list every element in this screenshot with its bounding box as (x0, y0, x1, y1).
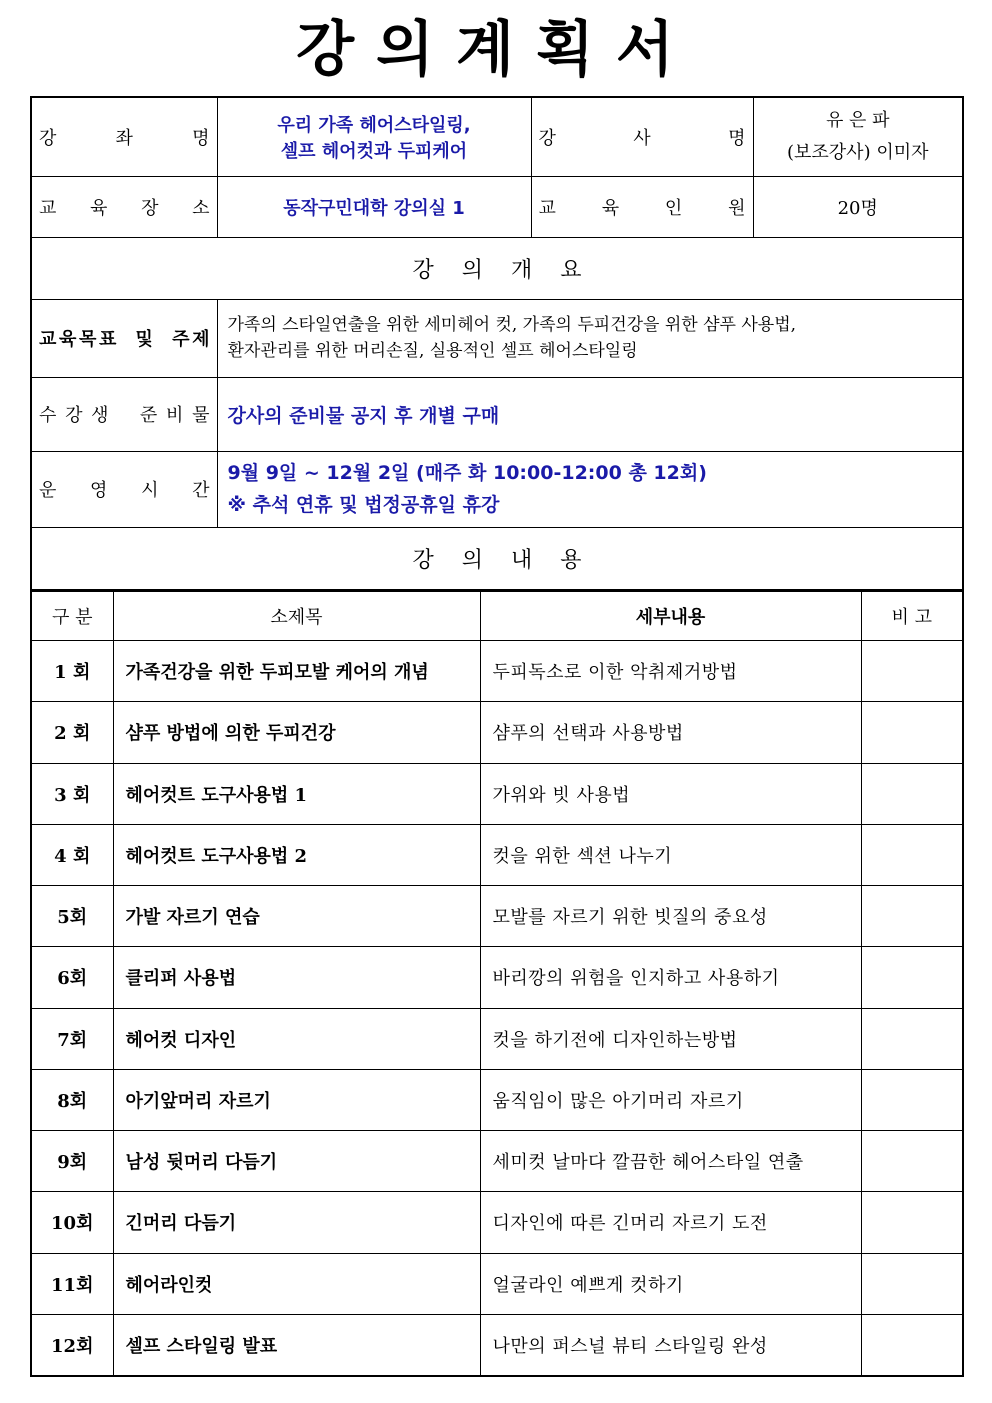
lesson-detail: 나만의 퍼스널 뷰티 스타일링 완성 (480, 1314, 861, 1375)
lesson-rows (31, 641, 963, 1376)
lesson-detail: 움직임이 많은 아기머리 자르기 (480, 1069, 861, 1130)
lesson-topic: 셀프 스타일링 발표 (113, 1314, 480, 1375)
lesson-topic: 남성 뒷머리 다듬기 (113, 1131, 480, 1192)
table-row (31, 641, 963, 702)
course-label-cell (31, 97, 217, 176)
lesson-note (861, 702, 963, 763)
supplies-label-cell (31, 377, 217, 451)
lesson-round: 5회 (31, 886, 113, 947)
lesson-topic: 헤어컷트 도구사용법 2 (113, 824, 480, 885)
table-row (31, 1314, 963, 1375)
instructor-name: 유 은 파 (825, 109, 890, 131)
table-row (31, 824, 963, 885)
lesson-table (30, 591, 964, 1377)
table-row (31, 947, 963, 1008)
overview-heading-row (31, 237, 963, 299)
table-row (31, 1131, 963, 1192)
course-name-line2: 셀프 헤어컷과 두피케어 (280, 140, 468, 162)
lesson-detail: 세미컷 날마다 깔끔한 헤어스타일 연출 (480, 1131, 861, 1192)
header-round: 구 분 (31, 592, 113, 641)
capacity-label-cell (531, 176, 753, 237)
lesson-note (861, 1253, 963, 1314)
lesson-topic: 가발 자르기 연습 (113, 886, 480, 947)
goal-value (217, 299, 963, 377)
lesson-round: 10회 (31, 1192, 113, 1253)
lesson-detail: 샴푸의 선택과 사용방법 (480, 702, 861, 763)
page-title: 강의계획서 (296, 15, 696, 85)
header-topic: 소제목 (113, 592, 480, 641)
schedule-label: 운 영 시 간 (39, 480, 210, 501)
lesson-topic: 긴머리 다듬기 (113, 1192, 480, 1253)
table-row (31, 886, 963, 947)
schedule-note: ※ 추석 연휴 및 법정공휴일 휴강 (227, 494, 500, 516)
lesson-note (861, 641, 963, 702)
goal-line1: 가족의 스타일연출을 위한 세미헤어 컷, 가족의 두피건강을 위한 샴푸 사용법, (227, 315, 797, 335)
lesson-note (861, 1192, 963, 1253)
lesson-detail: 모발를 자르기 위한 빗질의 중요성 (480, 886, 861, 947)
lesson-topic: 클리퍼 사용법 (113, 947, 480, 1008)
goal-row (31, 299, 963, 377)
lesson-round: 1 회 (31, 641, 113, 702)
table-row (31, 763, 963, 824)
course-name-line1: 우리 가족 헤어스타일링, (277, 114, 471, 136)
supplies-label: 수 강 생 준 비 물 (39, 405, 210, 426)
supplies-row (31, 377, 963, 451)
goal-line2: 환자관리를 위한 머리손질, 실용적인 셀프 헤어스타일링 (227, 341, 638, 361)
lesson-note (861, 763, 963, 824)
content-heading: 강의내용 (31, 527, 963, 590)
lesson-round: 4 회 (31, 824, 113, 885)
lesson-topic: 가족건강을 위한 두피모발 케어의 개념 (113, 641, 480, 702)
location-label: 교 육 장 소 (39, 197, 210, 219)
lesson-note (861, 1069, 963, 1130)
lesson-detail: 얼굴라인 예쁘게 컷하기 (480, 1253, 861, 1314)
capacity-label: 교 육 인 원 (538, 197, 746, 219)
info-row-location (31, 176, 963, 237)
lesson-header-row (31, 592, 963, 641)
schedule-row (31, 451, 963, 527)
lesson-topic: 헤어컷트 도구사용법 1 (113, 763, 480, 824)
lesson-detail: 바리깡의 위험을 인지하고 사용하기 (480, 947, 861, 1008)
supplies-value: 강사의 준비물 공지 후 개별 구매 (217, 377, 963, 451)
content-heading-row (31, 527, 963, 590)
course-name-cell (217, 97, 531, 176)
table-row (31, 1008, 963, 1069)
course-label: 강 좌 명 (39, 127, 210, 149)
lesson-note (861, 1314, 963, 1375)
location-value: 동작구민대학 강의실 1 (217, 176, 531, 237)
lesson-topic: 헤어컷 디자인 (113, 1008, 480, 1069)
goal-label-cell (31, 299, 217, 377)
goal-label: 교 육 목 표 및 주 제 (39, 329, 210, 350)
lesson-topic: 헤어라인컷 (113, 1253, 480, 1314)
header-note: 비 고 (861, 592, 963, 641)
header-detail: 세부내용 (480, 592, 861, 641)
capacity-value: 20명 (753, 176, 963, 237)
lesson-detail: 컷을 위한 섹션 나누기 (480, 824, 861, 885)
lesson-round: 9회 (31, 1131, 113, 1192)
lesson-detail: 컷을 하기전에 디자인하는방법 (480, 1008, 861, 1069)
lesson-round: 3 회 (31, 763, 113, 824)
schedule-line1: 9월 9일 ~ 12월 2일 (매주 화 10:00-12:00 총 12회) (227, 462, 707, 484)
course-info-table (30, 96, 964, 591)
lesson-note (861, 947, 963, 1008)
instructor-label-cell (531, 97, 753, 176)
lesson-topic: 샴푸 방법에 의한 두피건강 (113, 702, 480, 763)
lesson-note (861, 1008, 963, 1069)
lesson-topic: 아기앞머리 자르기 (113, 1069, 480, 1130)
lesson-round: 8회 (31, 1069, 113, 1130)
table-row (31, 1069, 963, 1130)
table-row (31, 1192, 963, 1253)
lesson-detail: 두피독소로 이한 악취제거방법 (480, 641, 861, 702)
lesson-detail: 디자인에 따른 긴머리 자르기 도전 (480, 1192, 861, 1253)
lesson-round: 6회 (31, 947, 113, 1008)
lesson-round: 7회 (31, 1008, 113, 1069)
overview-heading: 강의개요 (31, 237, 963, 299)
schedule-value (217, 451, 963, 527)
assistant-instructor: (보조강사) 이미자 (787, 141, 929, 163)
info-row-course (31, 97, 963, 176)
location-label-cell (31, 176, 217, 237)
lesson-note (861, 1131, 963, 1192)
table-row (31, 1253, 963, 1314)
lesson-round: 12회 (31, 1314, 113, 1375)
instructor-cell (753, 97, 963, 176)
lesson-detail: 가위와 빗 사용법 (480, 763, 861, 824)
lesson-note (861, 824, 963, 885)
lesson-round: 2 회 (31, 702, 113, 763)
schedule-label-cell (31, 451, 217, 527)
lesson-note (861, 886, 963, 947)
table-row (31, 702, 963, 763)
instructor-label: 강 사 명 (538, 127, 746, 149)
lesson-round: 11회 (31, 1253, 113, 1314)
